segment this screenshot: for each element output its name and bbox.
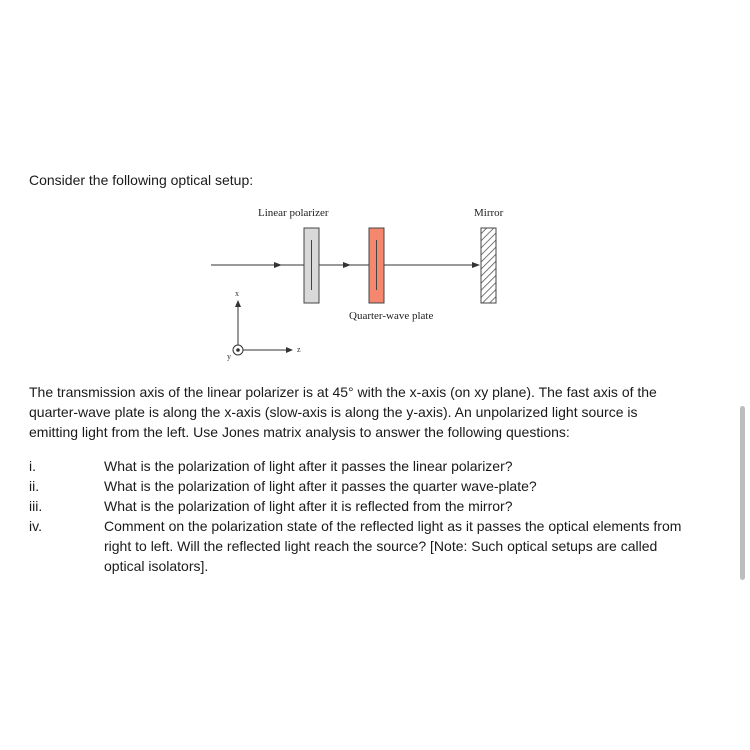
question-list [29,456,689,576]
beam-arrow-1 [274,262,282,268]
beam-arrow-2 [343,262,351,268]
x-axis-label: x [235,289,239,298]
y-axis-label: y [227,352,231,361]
question-number: i. [29,458,36,474]
mirror-label: Mirror [474,207,504,219]
z-axis-arrow [286,347,293,353]
vertical-scrollbar[interactable] [740,406,745,580]
question-number: iv. [29,518,42,534]
question-text: Comment on the polarization state of the reflected light as it passes the optical elements from right to left. Will the reflected light reach the source? [Note: Such optical setups are called optical isolators]. [104,518,682,574]
question-number: iii. [29,498,43,514]
question-item [29,456,689,476]
x-axis-arrow [235,300,241,307]
y-axis-dot [236,348,240,352]
quarter-wave-plate-label: Quarter-wave plate [349,310,434,322]
problem-description: The transmission axis of the linear polarizer is at 45° with the x-axis (on xy plane). The fast axis of the quarter-wave plate is along the x-axis (slow-axis is along the y-axis). An unpolarized light source is emitting light from the left. Use Jones matrix analysis to answer the following questions: [29,384,657,440]
question-text: What is the polarization of light after it is reflected from the mirror? [104,498,513,514]
linear-polarizer-label: Linear polarizer [258,207,329,219]
question-item [29,496,689,516]
question-text: What is the polarization of light after it passes the quarter wave-plate? [104,478,537,494]
beam-arrow-3 [472,262,480,268]
z-axis-label: z [297,345,301,354]
question-text: What is the polarization of light after it passes the linear polarizer? [104,458,513,474]
mirror [481,228,496,303]
intro-text: Consider the following optical setup: [29,172,254,188]
question-item [29,516,689,576]
question-item [29,476,689,496]
question-number: ii. [29,478,40,494]
